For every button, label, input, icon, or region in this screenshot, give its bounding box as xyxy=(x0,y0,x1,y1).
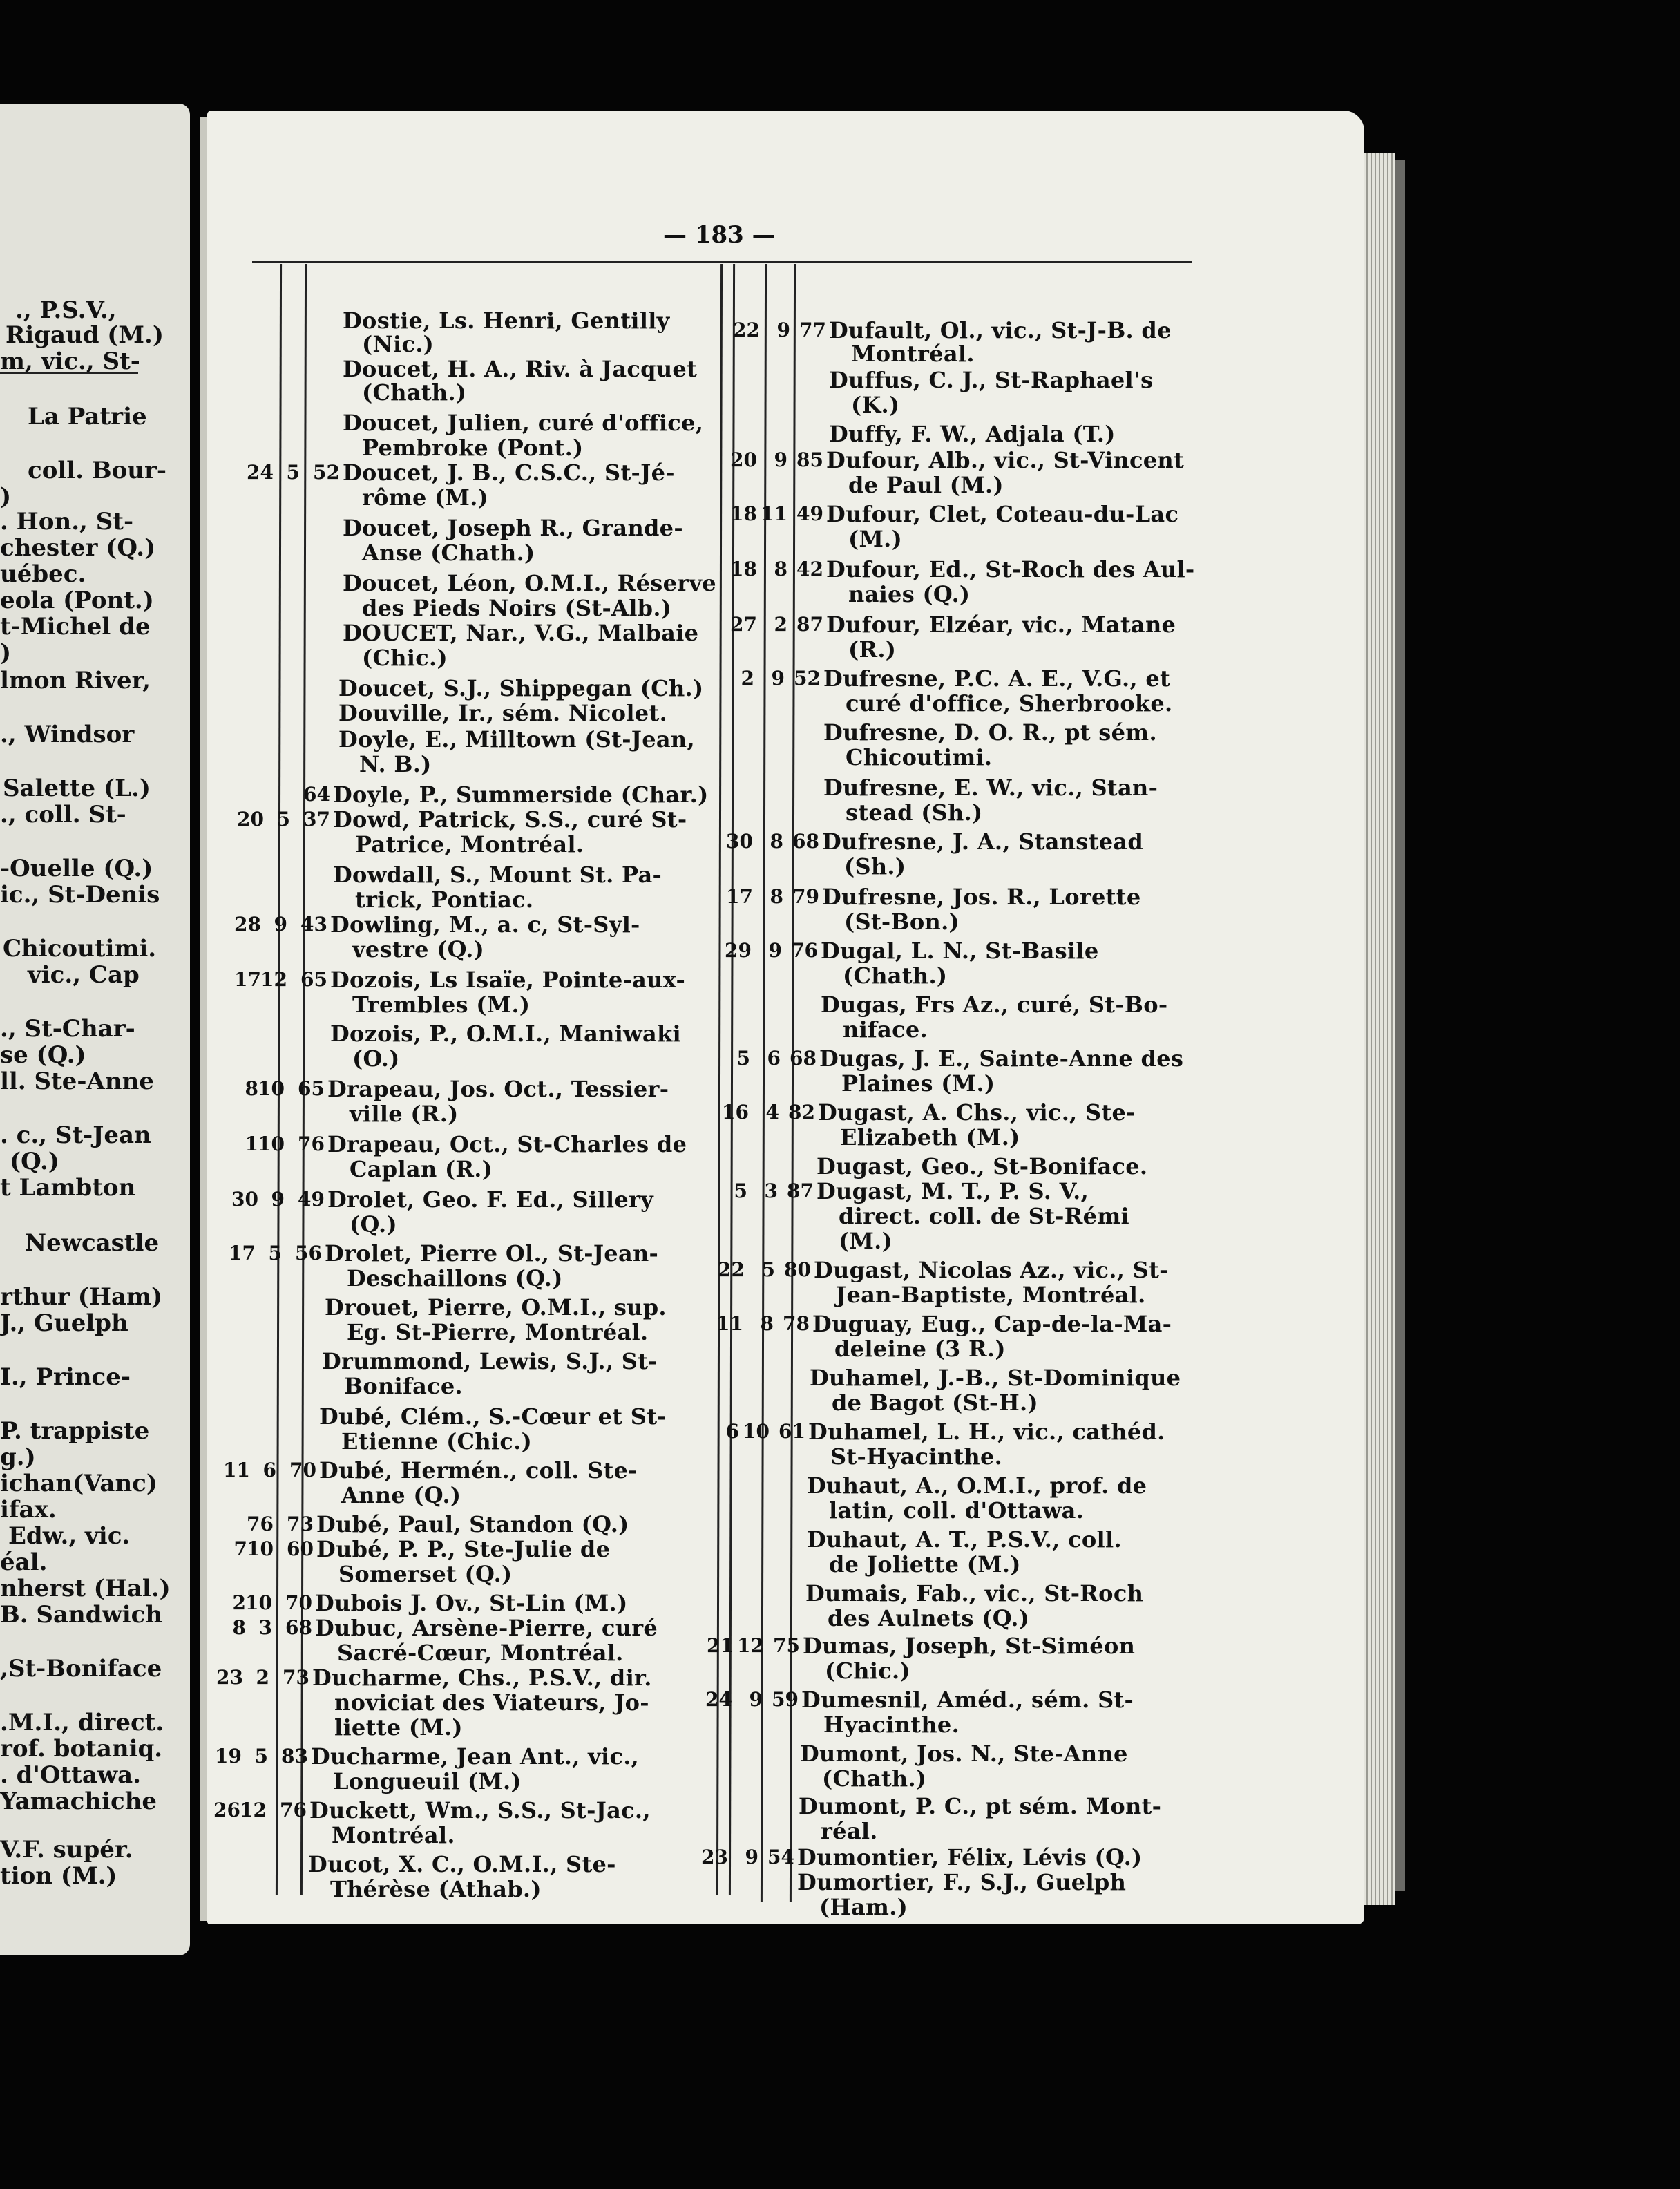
directory-entry-line: Dumais, Fab., vic., St-Roch xyxy=(805,1580,1144,1607)
directory-entry-line: (St-Bon.) xyxy=(844,909,960,935)
entry-number: 49 xyxy=(796,502,823,525)
left-page-fragment: V.F. supér. xyxy=(0,1836,133,1864)
entry-number: 73 xyxy=(283,1666,309,1689)
entry-number: 30 xyxy=(231,1188,258,1211)
entry-number: 9 xyxy=(274,913,287,936)
entry-number: 43 xyxy=(300,913,327,936)
entry-number: 20 xyxy=(237,808,264,831)
entry-number: 75 xyxy=(773,1634,800,1657)
entry-number: 5 xyxy=(761,1258,775,1281)
directory-entry-line: Duhaut, A. T., P.S.V., coll. xyxy=(807,1526,1122,1553)
left-page-fragment: ,St-Boniface xyxy=(0,1655,162,1683)
directory-entry-line: Pembroke (Pont.) xyxy=(362,435,584,461)
directory-entry-line: Sacré-Cœur, Montréal. xyxy=(337,1640,624,1666)
directory-entry-line: noviciat des Viateurs, Jo- xyxy=(334,1689,649,1716)
left-page-fragment: nherst (Hal.) xyxy=(0,1575,171,1602)
entry-number: 21 xyxy=(707,1634,734,1657)
entry-number: 23 xyxy=(701,1846,728,1868)
directory-entry-line: Dumas, Joseph, St-Siméon xyxy=(803,1633,1136,1659)
entry-number: 2 xyxy=(232,1591,246,1614)
entry-number: 68 xyxy=(285,1616,312,1639)
directory-entry-line: Etienne (Chic.) xyxy=(341,1428,533,1454)
directory-entry-line: Dowling, M., a. c, St-Syl- xyxy=(330,911,640,938)
directory-entry-line: deleine (3 R.) xyxy=(834,1336,1006,1362)
entry-number: 37 xyxy=(303,808,330,831)
directory-entry-line: Doucet, H. A., Riv. à Jacquet xyxy=(343,356,698,382)
directory-entry-line: (Chic.) xyxy=(362,645,448,671)
left-page-fragment: . c., St-Jean xyxy=(0,1121,151,1149)
directory-entry-line: Ducot, X. C., O.M.I., Ste- xyxy=(308,1851,616,1877)
entry-number: 70 xyxy=(285,1591,312,1614)
entry-number: 3 xyxy=(258,1616,272,1639)
left-page-fragment: rof. botaniq. xyxy=(0,1735,163,1763)
directory-entry-line: Dubé, Hermén., coll. Ste- xyxy=(319,1457,638,1484)
entry-number: 24 xyxy=(705,1688,732,1711)
entry-number: 28 xyxy=(234,913,261,936)
left-page-fragment: chester (Q.) xyxy=(0,534,156,562)
entry-number: 65 xyxy=(300,968,327,991)
directory-entry-line: (K.) xyxy=(851,392,900,418)
directory-entry-line: (Chic.) xyxy=(825,1658,910,1684)
left-page-fragment: Newcastle xyxy=(25,1229,160,1257)
entry-number: 29 xyxy=(725,939,752,962)
entry-number: 49 xyxy=(298,1188,325,1211)
entry-number: 70 xyxy=(289,1459,316,1481)
directory-entry-line: Doucet, Joseph R., Grande- xyxy=(343,515,683,541)
directory-entry-line: Dugast, M. T., P. S. V., xyxy=(817,1178,1089,1204)
entry-number: 76 xyxy=(280,1799,307,1821)
entry-number: 20 xyxy=(730,448,757,471)
entry-number: 27 xyxy=(730,613,757,636)
entry-number: 10 xyxy=(743,1420,770,1443)
directory-entry-line: Dugast, A. Chs., vic., Ste- xyxy=(818,1099,1136,1126)
left-page-fragment: coll. Bour- xyxy=(28,457,167,484)
directory-entry-line: Drummond, Lewis, S.J., St- xyxy=(322,1348,658,1374)
directory-entry-line: Dufour, Elzéar, vic., Matane xyxy=(826,612,1176,638)
directory-entry-line: Doyle, P., Summerside (Char.) xyxy=(333,781,709,808)
directory-entry-line: Dubé, Paul, Standon (Q.) xyxy=(316,1511,629,1537)
entry-number: 8 xyxy=(770,830,783,853)
directory-entry-line: Hyacinthe. xyxy=(823,1712,960,1738)
directory-entry-line: Dostie, Ls. Henri, Gentilly xyxy=(343,307,670,334)
directory-entry-line: ville (R.) xyxy=(350,1101,459,1127)
left-page-fragment: (Q.) xyxy=(10,1148,59,1175)
entry-number: 82 xyxy=(788,1101,815,1124)
directory-entry-line: St-Hyacinthe. xyxy=(830,1443,1003,1470)
entry-number: 73 xyxy=(287,1513,314,1535)
directory-entry-line: Dufresne, J. A., Stanstead xyxy=(822,828,1144,855)
left-page-fragment: . Hon., St- xyxy=(0,508,134,536)
directory-entry-line: Dufresne, P.C. A. E., V.G., et xyxy=(823,665,1171,692)
entry-number: 9 xyxy=(771,667,785,690)
directory-entry-line: trick, Pontiac. xyxy=(355,887,534,913)
entry-number: 2 xyxy=(774,613,788,636)
directory-entry-line: (Sh.) xyxy=(844,853,906,880)
directory-entry-line: (Ham.) xyxy=(819,1894,908,1920)
entry-number: 3 xyxy=(764,1179,778,1202)
directory-entry-line: (R.) xyxy=(848,636,897,663)
directory-entry-line: Dozois, P., O.M.I., Maniwaki xyxy=(330,1021,681,1047)
left-page-fragment: .M.I., direct. xyxy=(0,1709,164,1736)
entry-number: 8 xyxy=(774,558,788,580)
left-page-fragment: ll. Ste-Anne xyxy=(0,1068,154,1095)
left-page-fragment: Rigaud (M.) xyxy=(6,321,164,349)
entry-number: 11 xyxy=(761,502,788,525)
directory-entry-line: Douville, Ir., sém. Nicolet. xyxy=(338,700,667,726)
directory-entry-line: Eg. St-Pierre, Montréal. xyxy=(347,1319,649,1345)
directory-entry-line: Duhamel, J.-B., St-Dominique xyxy=(810,1365,1181,1391)
entry-number: 52 xyxy=(794,667,821,690)
entry-number: 26 xyxy=(213,1799,240,1821)
entry-number: 11 xyxy=(223,1459,250,1481)
left-page-fragment: La Patrie xyxy=(28,403,147,430)
directory-entry-line: Duhaut, A., O.M.I., prof. de xyxy=(807,1472,1147,1499)
entry-number: 24 xyxy=(247,461,274,484)
entry-number: 64 xyxy=(303,783,330,806)
directory-entry-line: Caplan (R.) xyxy=(350,1156,493,1182)
left-page-fragment: Chicoutimi. xyxy=(3,935,157,963)
entry-number: 22 xyxy=(718,1258,745,1281)
entry-number: 85 xyxy=(796,448,823,471)
directory-entry-line: Trembles (M.) xyxy=(352,992,531,1018)
directory-entry-line: Duhamel, L. H., vic., cathéd. xyxy=(808,1419,1165,1445)
left-page-fragment: ., P.S.V., xyxy=(15,296,117,324)
left-page-fragment: ., Windsor xyxy=(0,721,135,748)
directory-entry-line: Dubuc, Arsène-Pierre, curé xyxy=(315,1615,658,1641)
left-page-fragment: éal. xyxy=(0,1548,48,1576)
left-page-fragment: tion (M.) xyxy=(0,1862,117,1890)
directory-entry-line: Dufault, Ol., vic., St-J-B. de xyxy=(829,317,1172,343)
entry-number: 87 xyxy=(787,1179,814,1202)
directory-entry-line: Jean-Baptiste, Montréal. xyxy=(836,1282,1146,1308)
directory-entry-line: (Chath.) xyxy=(843,963,948,989)
entry-number: 54 xyxy=(767,1846,794,1868)
left-page-fragment: Edw., vic. xyxy=(8,1522,131,1550)
left-page-fragment: ichan(Vanc) xyxy=(0,1470,158,1497)
entry-number: 2 xyxy=(741,667,754,690)
directory-entry-line: stead (Sh.) xyxy=(846,799,983,826)
directory-entry-line: Anse (Chath.) xyxy=(362,540,535,566)
entry-number: 7 xyxy=(233,1537,247,1560)
directory-entry-line: Dubé, Clém., S.-Cœur et St- xyxy=(319,1403,667,1430)
left-page-fragment: ifax. xyxy=(0,1496,57,1524)
directory-entry-line: Thérèse (Athab.) xyxy=(330,1876,542,1902)
directory-entry-line: Dufour, Clet, Coteau-du-Lac xyxy=(826,501,1179,527)
directory-entry-line: Dozois, Ls Isaïe, Pointe-aux- xyxy=(330,967,686,993)
directory-entry-line: réal. xyxy=(821,1818,878,1844)
entry-number: 12 xyxy=(260,968,287,991)
left-page-fragment: . d'Ottawa. xyxy=(0,1761,142,1789)
entry-number: 10 xyxy=(258,1077,285,1100)
left-page-fragment: eola (Pont.) xyxy=(0,587,154,614)
entry-number: 9 xyxy=(745,1846,758,1868)
entry-number: 80 xyxy=(784,1258,811,1281)
entry-number: 10 xyxy=(258,1133,285,1155)
left-page-fragment: ) xyxy=(0,483,12,511)
entry-number: 6 xyxy=(767,1047,781,1070)
page-number: — 183 — xyxy=(663,221,776,249)
entry-number: 65 xyxy=(298,1077,325,1100)
entry-number: 76 xyxy=(298,1133,325,1155)
directory-entry-line: Doucet, J. B., C.S.C., St-Jé- xyxy=(343,459,675,486)
entry-number: 6 xyxy=(725,1420,739,1443)
directory-entry-line: Somerset (Q.) xyxy=(338,1561,513,1587)
directory-entry-line: liette (M.) xyxy=(334,1714,463,1741)
left-page-fragment: P. trappiste xyxy=(0,1417,150,1445)
directory-entry-line: Deschaillons (Q.) xyxy=(347,1265,563,1291)
directory-entry-line: Drouet, Pierre, O.M.I., sup. xyxy=(325,1294,667,1320)
entry-number: 76 xyxy=(247,1513,274,1535)
entry-number: 77 xyxy=(799,319,826,341)
entry-number: 12 xyxy=(737,1634,764,1657)
directory-entry-line: niface. xyxy=(843,1016,928,1043)
directory-entry-line: Ducharme, Chs., P.S.V., dir. xyxy=(312,1665,652,1691)
entry-number: 5 xyxy=(276,808,290,831)
directory-entry-line: Plaines (M.) xyxy=(841,1070,995,1097)
entry-number: 42 xyxy=(796,558,823,580)
entry-number: 17 xyxy=(234,968,261,991)
directory-entry-line: (M.) xyxy=(848,526,903,552)
left-page-fragment: Salette (L.) xyxy=(3,775,151,802)
entry-number: 2 xyxy=(256,1666,269,1689)
directory-entry-line: Dowdall, S., Mount St. Pa- xyxy=(333,862,662,888)
left-page-fragment: t Lambton xyxy=(0,1174,136,1202)
left-page-fragment: ., St-Char- xyxy=(0,1015,135,1043)
directory-entry-line: Duguay, Eug., Cap-de-la-Ma- xyxy=(812,1311,1172,1337)
directory-entry-line: Dufour, Ed., St-Roch des Aul- xyxy=(826,556,1195,582)
entry-number: 18 xyxy=(730,502,757,525)
entry-number: 78 xyxy=(783,1312,810,1335)
entry-number: 22 xyxy=(733,319,760,341)
directory-entry-line: Dugas, Frs Az., curé, St-Bo- xyxy=(821,992,1168,1018)
entry-number: 9 xyxy=(776,319,790,341)
entry-number: 79 xyxy=(792,885,819,908)
entry-number: 5 xyxy=(254,1745,268,1768)
left-page-fragment: lmon River, xyxy=(0,667,151,694)
directory-entry-line: (O.) xyxy=(352,1045,400,1072)
entry-number: 9 xyxy=(271,1188,285,1211)
directory-entry-line: Montréal. xyxy=(851,341,975,367)
entry-number: 9 xyxy=(749,1688,763,1711)
page-stack-edge xyxy=(1395,160,1405,1891)
directory-entry-line: Elizabeth (M.) xyxy=(840,1124,1020,1150)
entry-number: 19 xyxy=(215,1745,242,1768)
directory-entry-line: Doyle, E., Milltown (St-Jean, xyxy=(338,726,695,752)
directory-entry-line: Dumont, P. C., pt sém. Mont- xyxy=(799,1793,1162,1819)
directory-entry-line: Anne (Q.) xyxy=(341,1482,461,1508)
entry-number: 5 xyxy=(736,1047,750,1070)
directory-entry-line: Duffy, F. W., Adjala (T.) xyxy=(829,421,1116,447)
entry-number: 8 xyxy=(232,1616,246,1639)
directory-entry-line: Dubois J. Ov., St-Lin (M.) xyxy=(315,1590,628,1616)
directory-entry-line: Boniface. xyxy=(344,1373,463,1399)
entry-number: 56 xyxy=(295,1242,322,1264)
entry-number: 60 xyxy=(287,1537,314,1560)
directory-entry-line: Drolet, Geo. F. Ed., Sillery xyxy=(327,1186,654,1213)
entry-number: 68 xyxy=(792,830,819,853)
left-page-fragment: J., Guelph xyxy=(0,1309,128,1337)
left-page-fragment: ic., St-Denis xyxy=(0,881,160,909)
header-rule xyxy=(252,261,1192,263)
directory-entry-line: Duckett, Wm., S.S., St-Jac., xyxy=(309,1797,651,1823)
entry-number: 5 xyxy=(734,1179,747,1202)
directory-entry-line: Dugast, Nicolas Az., vic., St- xyxy=(814,1257,1169,1283)
entry-number: 12 xyxy=(240,1799,267,1821)
directory-entry-line: (Chath.) xyxy=(822,1765,927,1792)
directory-entry-line: Montréal. xyxy=(332,1822,455,1848)
directory-entry-line: (Chath.) xyxy=(362,379,467,406)
directory-entry-line: Dumesnil, Améd., sém. St- xyxy=(801,1687,1134,1713)
directory-entry-line: Dufour, Alb., vic., St-Vincent xyxy=(826,447,1185,473)
directory-entry-line: curé d'office, Sherbrooke. xyxy=(846,690,1173,717)
entry-number: 87 xyxy=(796,613,823,636)
entry-number: 10 xyxy=(247,1537,274,1560)
left-page-fragment: Yamachiche xyxy=(0,1788,158,1815)
entry-number: 8 xyxy=(245,1077,258,1100)
directory-entry-line: Chicoutimi. xyxy=(846,744,993,770)
directory-entry-line: DOUCET, Nar., V.G., Malbaie xyxy=(343,620,699,646)
entry-number: 4 xyxy=(765,1101,779,1124)
directory-entry-line: Doucet, S.J., Shippegan (Ch.) xyxy=(338,675,704,701)
left-page-fragment: I., Prince- xyxy=(0,1363,131,1391)
directory-entry-line: Dugal, L. N., St-Basile xyxy=(821,938,1099,964)
entry-number: 6 xyxy=(262,1459,276,1481)
directory-entry-line: Dufresne, E. W., vic., Stan- xyxy=(823,775,1158,801)
directory-entry-line: Dumont, Jos. N., Ste-Anne xyxy=(800,1741,1128,1767)
directory-entry-line: (M.) xyxy=(839,1228,893,1254)
entry-number: 17 xyxy=(726,885,753,908)
entry-number: 52 xyxy=(313,461,340,484)
left-page-fragment: g.) xyxy=(0,1443,36,1471)
entry-number: 1 xyxy=(245,1133,258,1155)
directory-entry-line: direct. coll. de St-Rémi xyxy=(839,1203,1129,1229)
directory-entry-line: (Nic.) xyxy=(362,331,435,357)
left-page-fragment: B. Sandwich xyxy=(0,1601,163,1629)
directory-entry-line: rôme (M.) xyxy=(362,484,489,511)
directory-entry-line: de Bagot (St-H.) xyxy=(832,1390,1038,1416)
directory-entry-line: Doucet, Léon, O.M.I., Réserve xyxy=(343,570,716,596)
entry-number: 10 xyxy=(245,1591,272,1614)
directory-entry-line: Drapeau, Oct., St-Charles de xyxy=(327,1131,687,1157)
directory-entry-line: Dubé, P. P., Ste-Julie de xyxy=(316,1536,611,1562)
directory-entry-line: Dugast, Geo., St-Boniface. xyxy=(817,1153,1148,1179)
directory-entry-line: (Q.) xyxy=(350,1211,397,1238)
directory-entry-line: Drolet, Pierre Ol., St-Jean- xyxy=(325,1240,659,1267)
directory-entry-line: Ducharme, Jean Ant., vic., xyxy=(311,1743,640,1770)
directory-entry-line: Dugas, J. E., Sainte-Anne des xyxy=(819,1045,1184,1072)
left-page-fragment: vic., Cap xyxy=(28,961,140,989)
directory-entry-line: des Aulnets (Q.) xyxy=(828,1605,1030,1631)
entry-number: 68 xyxy=(790,1047,817,1070)
directory-entry-line: N. B.) xyxy=(359,751,432,777)
directory-entry-line: de Paul (M.) xyxy=(848,472,1004,498)
directory-entry-line: vestre (Q.) xyxy=(352,936,485,963)
directory-entry-line: Patrice, Montréal. xyxy=(355,831,584,857)
entry-number: 16 xyxy=(722,1101,749,1124)
left-page-fragment: t-Michel de xyxy=(0,613,151,641)
directory-entry-line: Dufresne, Jos. R., Lorette xyxy=(822,884,1141,910)
entry-number: 5 xyxy=(286,461,300,484)
directory-entry-line: Doucet, Julien, curé d'office, xyxy=(343,410,704,436)
entry-number: 17 xyxy=(229,1242,256,1264)
entry-number: 23 xyxy=(216,1666,243,1689)
directory-entry-line: Dumontier, Félix, Lévis (Q.) xyxy=(797,1844,1143,1870)
directory-entry-line: Dumortier, F., S.J., Guelph xyxy=(797,1869,1127,1895)
entry-number: 5 xyxy=(268,1242,282,1264)
entry-number: 8 xyxy=(760,1312,774,1335)
directory-entry-line: de Joliette (M.) xyxy=(829,1551,1021,1577)
entry-number: 61 xyxy=(779,1420,805,1443)
entry-number: 76 xyxy=(791,939,818,962)
entry-number: 83 xyxy=(281,1745,308,1768)
entry-number: 18 xyxy=(730,558,757,580)
left-page-fragment: ., coll. St- xyxy=(0,801,126,828)
entry-number: 8 xyxy=(770,885,783,908)
left-page-fragment: ) xyxy=(0,639,12,667)
directory-entry-line: des Pieds Noirs (St-Alb.) xyxy=(362,595,672,621)
left-page-fragment: m, vic., St- xyxy=(0,348,140,375)
left-page-fragment: uébec. xyxy=(0,560,86,588)
entry-number: 30 xyxy=(726,830,753,853)
entry-number: 9 xyxy=(774,448,788,471)
entry-number: 9 xyxy=(768,939,782,962)
entry-number: 11 xyxy=(716,1312,743,1335)
entry-number: 59 xyxy=(772,1688,799,1711)
directory-entry-line: Dowd, Patrick, S.S., curé St- xyxy=(333,806,687,833)
directory-entry-line: naies (Q.) xyxy=(848,581,971,607)
directory-entry-line: Longueuil (M.) xyxy=(333,1768,522,1794)
left-page-fragment: -Ouelle (Q.) xyxy=(0,855,153,882)
left-neighbour-page xyxy=(0,104,190,1955)
directory-entry-line: Drapeau, Jos. Oct., Tessier- xyxy=(327,1076,669,1102)
left-page-fragment: rthur (Ham) xyxy=(0,1283,163,1311)
directory-entry-line: Dufresne, D. O. R., pt sém. xyxy=(823,719,1157,746)
directory-entry-line: latin, coll. d'Ottawa. xyxy=(829,1497,1085,1524)
left-page-fragment: se (Q.) xyxy=(0,1041,86,1069)
directory-entry-line: Duffus, C. J., St-Raphael's xyxy=(829,367,1154,393)
